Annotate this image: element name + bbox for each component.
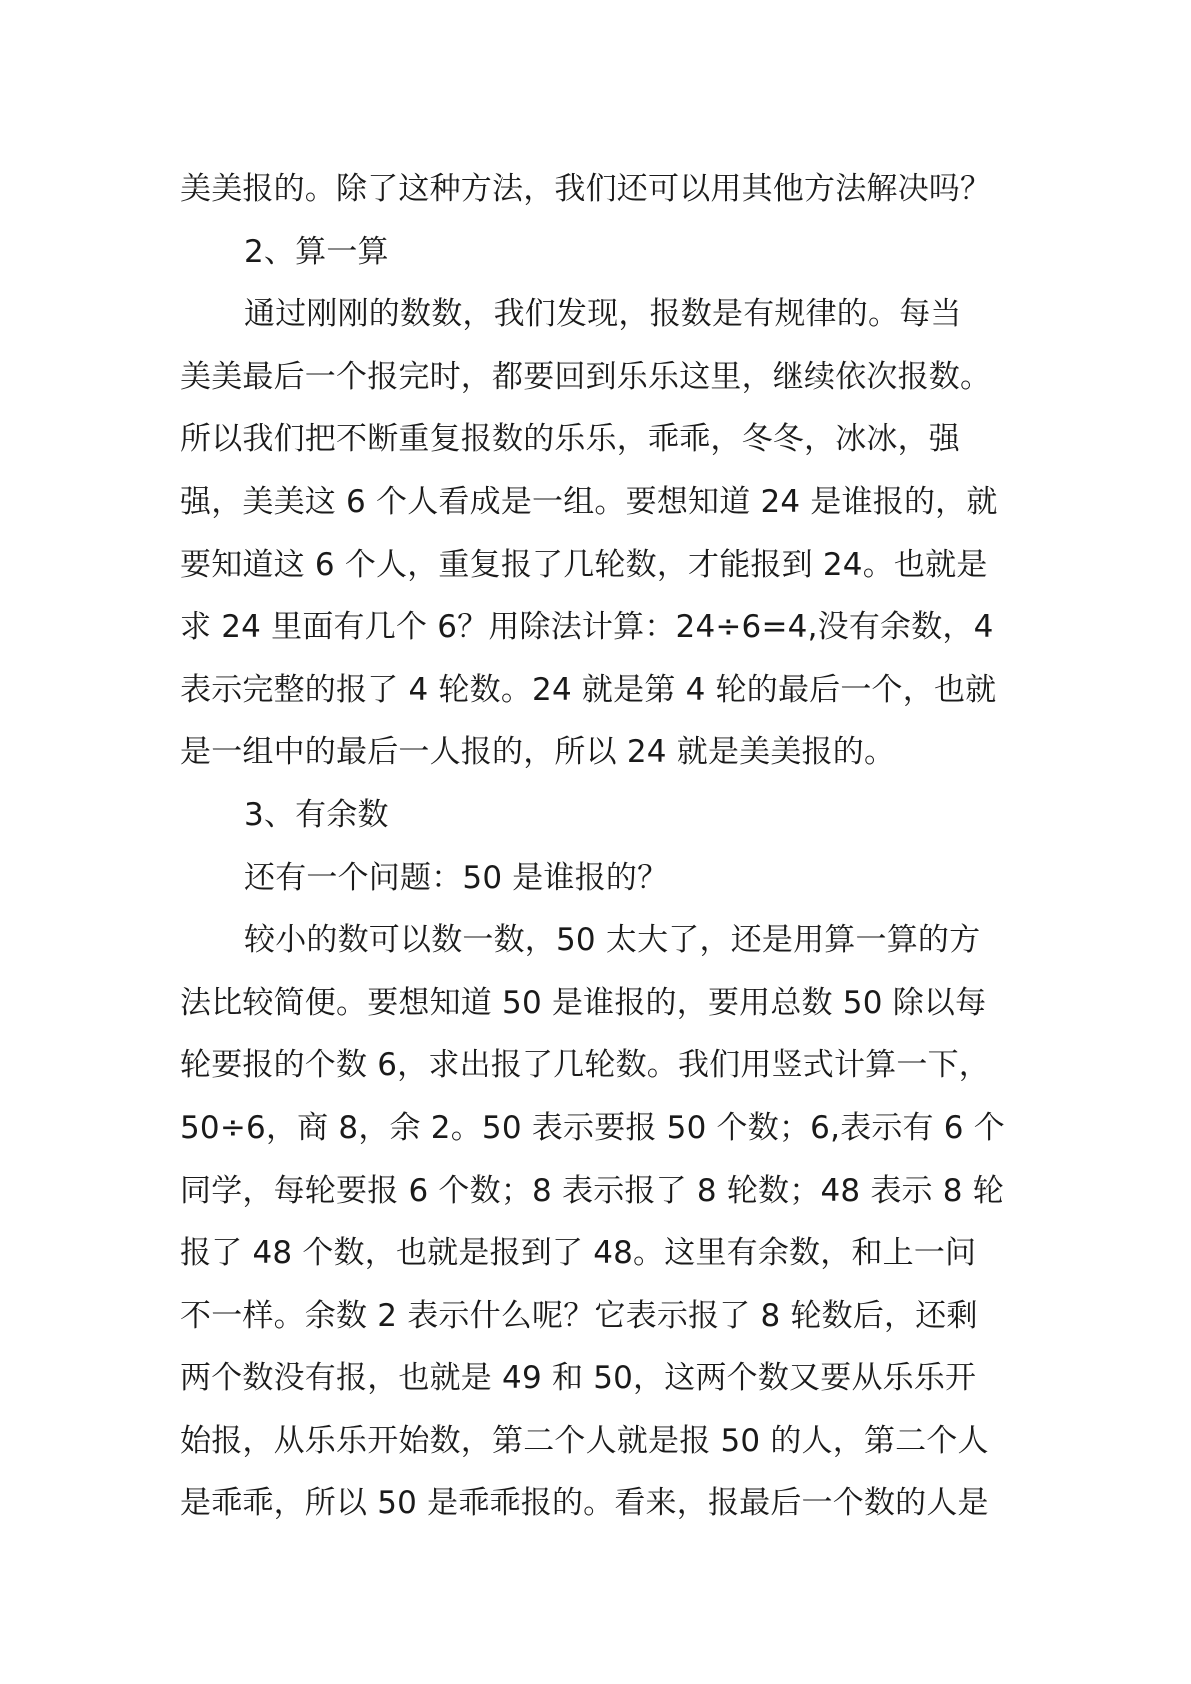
text-line-13: 较小的数可以数一数，50 太大了，还是用算一算的方: [244, 922, 981, 959]
text-line-19: 不一样。余数 2 表示什么呢？它表示报了 8 轮数后，还剩: [180, 1297, 978, 1334]
text-line-18: 报了 48 个数，也就是报到了 48。这里有余数，和上一问: [180, 1235, 977, 1272]
body-text: [180, 158, 1020, 1535]
text-line-7: 要知道这 6 个人，重复报了几轮数，才能报到 24。也就是: [180, 546, 988, 583]
text-line-9: 表示完整的报了 4 轮数。24 就是第 4 轮的最后一个，也就: [180, 671, 997, 708]
text-line-21: 始报，从乐乐开始数，第二个人就是报 50 的人，第二个人: [180, 1422, 989, 1459]
text-line-3: 通过刚刚的数数，我们发现，报数是有规律的。每当: [244, 296, 962, 333]
text-line-20: 两个数没有报，也就是 49 和 50，这两个数又要从乐乐开: [180, 1360, 977, 1397]
text-line-14: 法比较简便。要想知道 50 是谁报的，要用总数 50 除以每: [180, 984, 987, 1021]
text-line-4: 美美最后一个报完时，都要回到乐乐这里，继续依次报数。: [180, 358, 992, 395]
text-line-6: 强，美美这 6 个人看成是一组。要想知道 24 是谁报的，就: [180, 483, 998, 520]
section-heading-2: 2、算一算: [244, 233, 389, 270]
section-heading-3: 3、有余数: [244, 796, 389, 833]
text-line-1: 美美报的。除了这种方法，我们还可以用其他方法解决吗？: [180, 171, 992, 207]
text-line-8: 求 24 里面有几个 6？用除法计算：24÷6=4,没有余数，4: [180, 609, 994, 646]
text-line-17: 同学，每轮要报 6 个数；8 表示报了 8 轮数；48 表示 8 轮: [180, 1172, 1004, 1209]
text-line-5: 所以我们把不断重复报数的乐乐，乖乖，冬冬，冰冰，强: [180, 421, 960, 458]
text-line-16: 50÷6，商 8，余 2。50 表示要报 50 个数；6,表示有 6 个: [180, 1109, 1005, 1146]
text-line-22: 是乖乖，所以 50 是乖乖报的。看来，报最后一个数的人是: [180, 1485, 989, 1522]
text-line-10: 是一组中的最后一人报的，所以 24 就是美美报的。: [180, 734, 896, 771]
text-line-12: 还有一个问题：50 是谁报的？: [244, 859, 669, 896]
text-line-15: 轮要报的个数 6，求出报了几轮数。我们用竖式计算一下，: [180, 1047, 990, 1084]
